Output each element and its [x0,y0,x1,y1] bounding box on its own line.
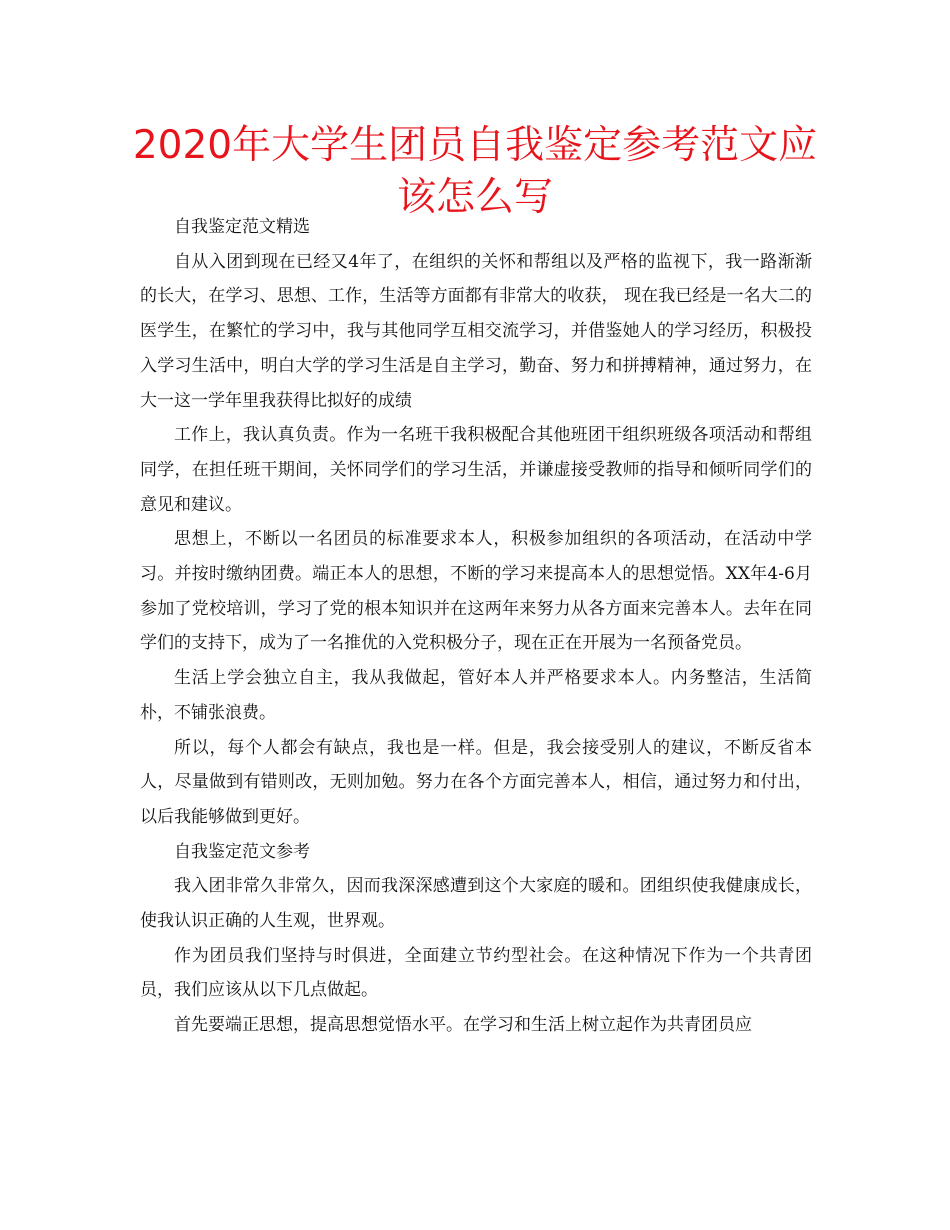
document-body [140,210,812,1043]
paragraph-first-point: 首先要端正思想，提高思想觉悟水平。在学习和生活上树立起作为共青团员应 [174,1015,752,1036]
section-heading-reference: 自我鉴定范文参考 [174,841,310,862]
paragraph-intro: 自从入团到现在已经又4年了，在组织的关怀和帮组以及严格的监视下，我一路渐渐的长大，在学习、思想、工作，生活等方面都有非常大的收获， 现在我已经是一名大二的医学生，在繁忙的学习中，我与其他同学互相交流学习，并借鉴她人的学习经历，积极投入学习生活中，明白大学的学习生活是自主学习，勤奋、努力和拼搏精神，通过努力，在大一这一学年里我获得比拟好的成绩 [140,251,812,411]
paragraph-thought: 思想上，不断以一名团员的标准要求本人，积极参加组织的各项活动，在活动中学习。并按时缴纳团费。端正本人的思想，不断的学习来提高本人的思想觉悟。XX年4-6月参加了党校培训，学习了党的根本知识并在这两年来努力从各方面来完善本人。去年在同学们的支持下，成为了一名推优的入党积极分子，现在正在开展为一名预备党员。 [140,529,812,654]
paragraph-conclusion: 所以，每个人都会有缺点，我也是一样。但是，我会接受别人的建议，不断反省本人，尽量做到有错则改，无则加勉。努力在各个方面完善本人，相信，通过努力和付出，以后我能够做到更好。 [140,737,812,827]
paragraph-member-duty: 作为团员我们坚持与时俱进，全面建立节约型社会。在这种情况下作为一个共青团员，我们应该从以下几点做起。 [140,945,812,1001]
paragraph-life: 生活上学会独立自主，我从我做起，管好本人并严格要求本人。内务整洁，生活简朴，不铺张浪费。 [140,668,812,723]
section-heading-selected: 自我鉴定范文精选 [174,217,310,237]
paragraph-work: 工作上，我认真负责。作为一名班干我积极配合其他班团干组织班级各项活动和帮组同学，在担任班干期间，关怀同学们的学习生活，并谦虚接受教师的指导和倾听同学们的意见和建议。 [140,425,812,515]
document-title: 2020年大学生团员自我鉴定参考范文应该怎么写 [132,123,818,220]
paragraph-joining: 我入团非常久非常久，因而我深深感遭到这个大家庭的暖和。团组织使我健康成长，使我认识正确的人生观，世界观。 [140,876,812,932]
